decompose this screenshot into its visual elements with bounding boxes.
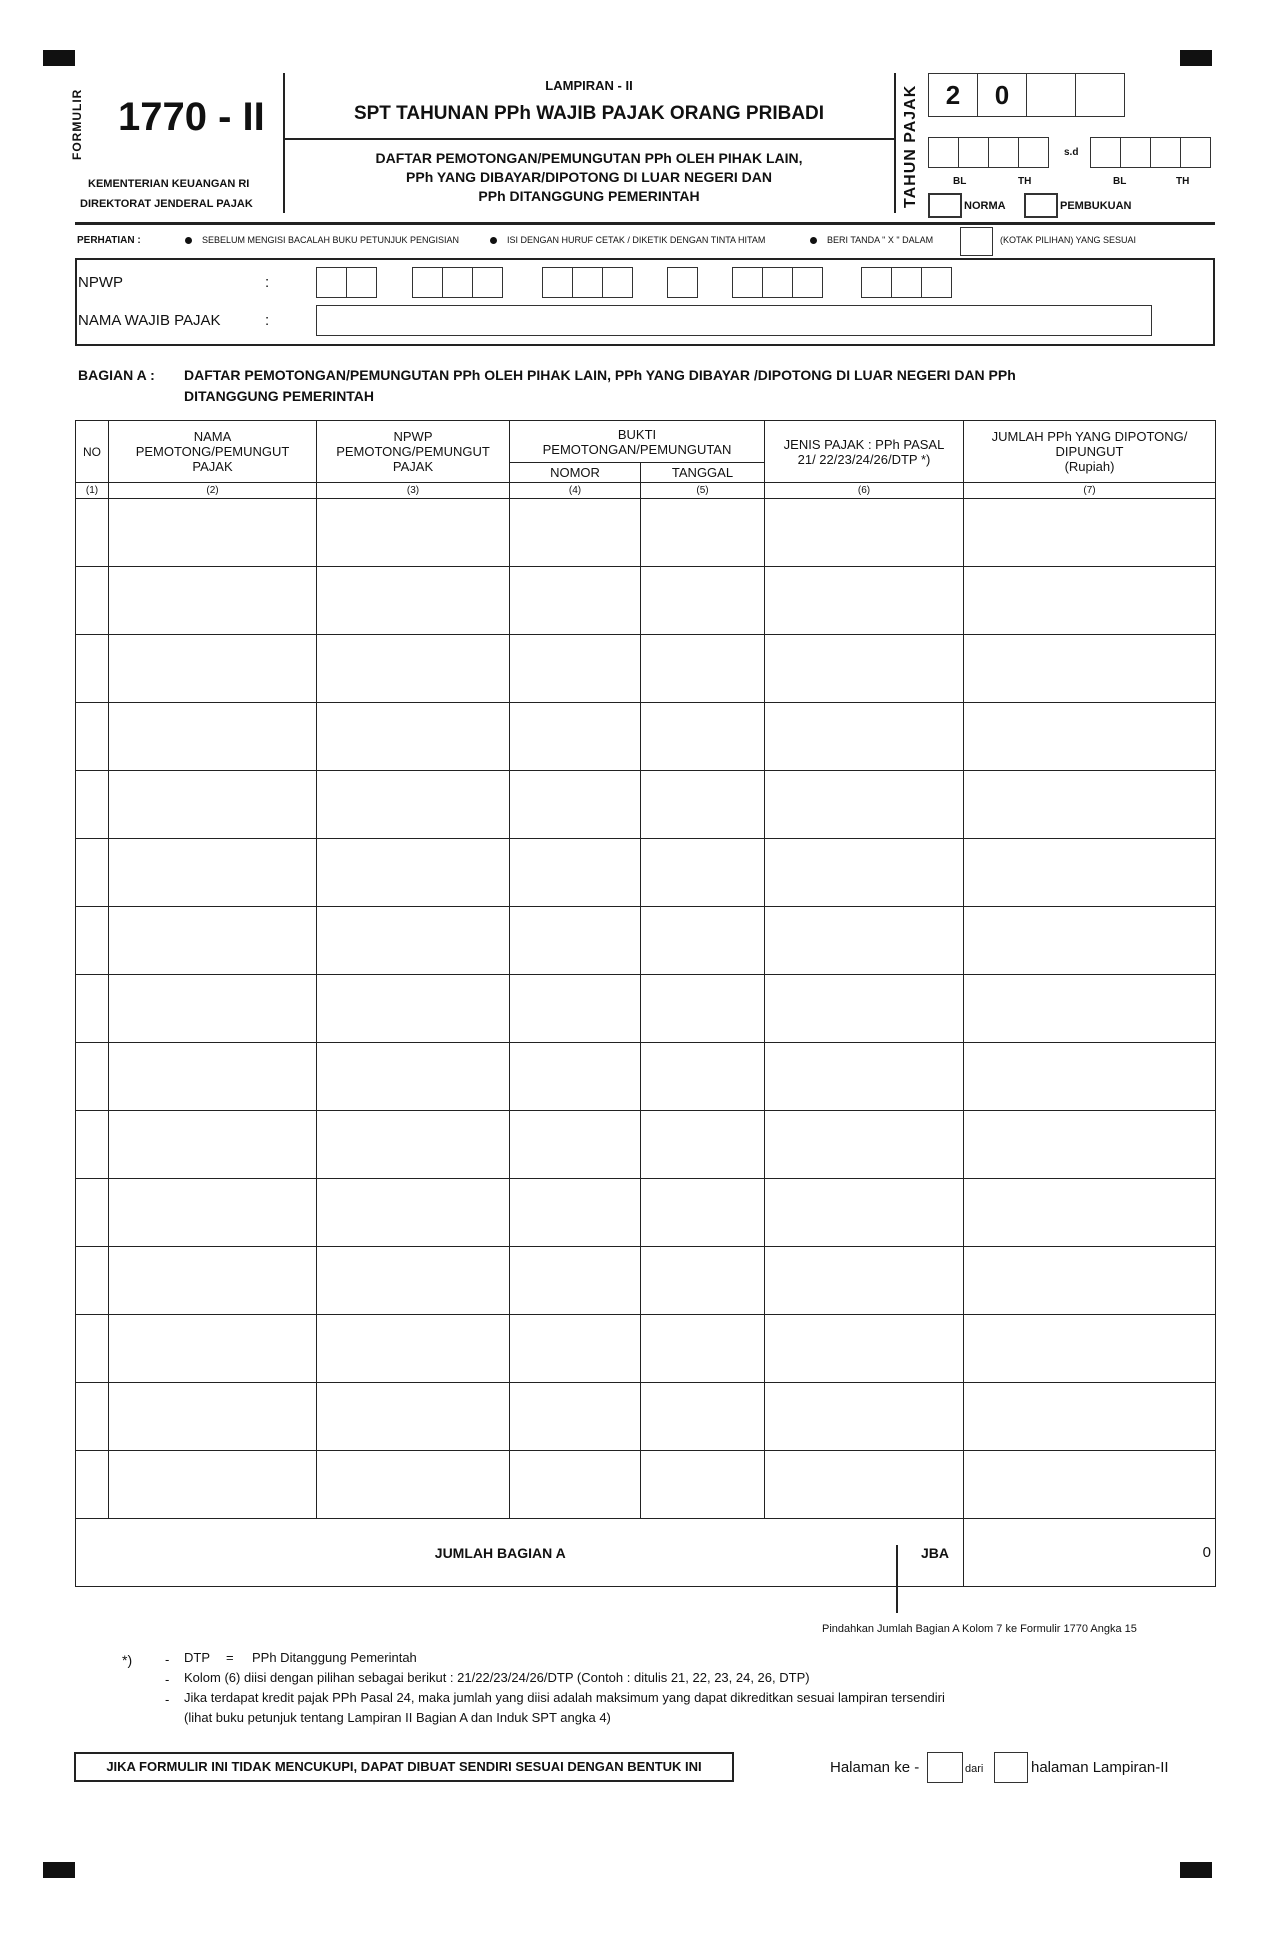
- perhatian-item-1-text: SEBELUM MENGISI BACALAH BUKU PETUNJUK PENGISIAN: [202, 235, 460, 245]
- table-cell[interactable]: [765, 1111, 964, 1179]
- npwp-colon: :: [265, 274, 270, 291]
- table-cell[interactable]: [964, 567, 1216, 635]
- table-cell[interactable]: [765, 1043, 964, 1111]
- npwp-digit-cell[interactable]: [732, 267, 763, 298]
- table-cell[interactable]: [641, 771, 765, 839]
- footnote-dtp: DTP: [184, 1650, 210, 1665]
- table-cell[interactable]: [317, 1451, 510, 1519]
- table-cell[interactable]: [641, 1383, 765, 1451]
- npwp-input-group-1[interactable]: [316, 267, 376, 298]
- table-cell[interactable]: [76, 499, 109, 567]
- npwp-digit-cell[interactable]: [667, 267, 698, 298]
- table-cell[interactable]: [765, 567, 964, 635]
- npwp-digit-cell[interactable]: [921, 267, 952, 298]
- table-row: [76, 1451, 1216, 1519]
- col-num-2: (2): [109, 483, 317, 499]
- table-cell[interactable]: [317, 907, 510, 975]
- header-jumlah: [964, 421, 1216, 483]
- pembukuan-label: PEMBUKUAN: [1060, 200, 1132, 212]
- table-cell[interactable]: [317, 1315, 510, 1383]
- header-bottom-rule: [75, 222, 1215, 225]
- table-cell[interactable]: [510, 839, 641, 907]
- table-cell[interactable]: [964, 499, 1216, 567]
- col-num-6: (6): [765, 483, 964, 499]
- total-halaman-input[interactable]: [994, 1752, 1028, 1783]
- table-cell[interactable]: [964, 1111, 1216, 1179]
- jumlah-bagian-a-label: [76, 1519, 765, 1587]
- table-cell[interactable]: [510, 771, 641, 839]
- perhatian-item-2-text: ISI DENGAN HURUF CETAK / DIKETIK DENGAN TINTA HITAM: [507, 235, 766, 245]
- table-cell[interactable]: [317, 1179, 510, 1247]
- table-cell[interactable]: [765, 771, 964, 839]
- header-bukti: BUKTI PEMOTONGAN/PEMUNGUTAN: [510, 421, 765, 463]
- table-row: [76, 1043, 1216, 1111]
- tahun-pajak-label: TAHUN PAJAK: [902, 84, 919, 208]
- table-cell[interactable]: [765, 499, 964, 567]
- table-cell[interactable]: [76, 703, 109, 771]
- sd-label: s.d: [1064, 147, 1079, 158]
- table-cell[interactable]: [109, 1315, 317, 1383]
- perhatian-item-1: [185, 235, 459, 245]
- registration-mark-bottom-right: [1180, 1862, 1212, 1878]
- year-digit-4[interactable]: [1075, 73, 1125, 117]
- table-cell[interactable]: [109, 703, 317, 771]
- table-cell[interactable]: [510, 499, 641, 567]
- bagian-a-table: [75, 420, 1216, 1587]
- header-jenis-pajak: JENIS PAJAK : PPh PASAL 21/ 22/23/24/26/DTP *): [765, 421, 964, 483]
- nama-wajib-pajak-label: NAMA WAJIB PAJAK: [78, 312, 221, 329]
- npwp-input-group-3[interactable]: [542, 267, 632, 298]
- bullet-icon: [490, 237, 497, 244]
- npwp-digit-cell[interactable]: [472, 267, 503, 298]
- table-cell[interactable]: [76, 1383, 109, 1451]
- header-tanggal: TANGGAL: [641, 463, 765, 483]
- table-row: [76, 907, 1216, 975]
- table-cell[interactable]: [964, 1043, 1216, 1111]
- self-made-form-notice: [74, 1752, 734, 1782]
- bl-end-label: BL: [1113, 176, 1127, 187]
- year-digit-1[interactable]: [928, 73, 978, 117]
- table-cell[interactable]: [510, 1179, 641, 1247]
- table-cell[interactable]: [510, 1383, 641, 1451]
- table-row: [76, 1179, 1216, 1247]
- ministry-name: KEMENTERIAN KEUANGAN RI: [88, 178, 250, 190]
- table-cell[interactable]: [641, 1247, 765, 1315]
- table-cell[interactable]: [641, 1179, 765, 1247]
- table-cell[interactable]: [964, 703, 1216, 771]
- th-end-label: TH: [1176, 176, 1190, 187]
- perhatian-label: PERHATIAN :: [77, 235, 141, 246]
- bl-start-label: BL: [953, 176, 967, 187]
- table-cell[interactable]: [109, 635, 317, 703]
- table-cell[interactable]: [641, 499, 765, 567]
- table-cell[interactable]: [317, 1383, 510, 1451]
- table-row: [76, 771, 1216, 839]
- year-digit-1-text: 2: [945, 80, 961, 110]
- table-cell[interactable]: [964, 1179, 1216, 1247]
- table-cell[interactable]: [765, 1383, 964, 1451]
- table-cell[interactable]: [510, 1043, 641, 1111]
- table-cell[interactable]: [765, 839, 964, 907]
- table-cell[interactable]: [109, 839, 317, 907]
- table-cell[interactable]: [109, 1043, 317, 1111]
- footnote-eq: =: [226, 1650, 234, 1665]
- table-cell[interactable]: [765, 1247, 964, 1315]
- bagian-a-label: BAGIAN A :: [78, 367, 155, 383]
- jba-divider: [896, 1545, 898, 1613]
- table-cell[interactable]: [317, 839, 510, 907]
- npwp-digit-cell[interactable]: [542, 267, 573, 298]
- table-cell[interactable]: [109, 771, 317, 839]
- table-cell[interactable]: [510, 975, 641, 1043]
- table-row: [76, 1383, 1216, 1451]
- bullet-icon: [185, 237, 192, 244]
- nama-wajib-pajak-input[interactable]: [316, 305, 1152, 336]
- table-cell[interactable]: [641, 839, 765, 907]
- table-cell[interactable]: [317, 635, 510, 703]
- jba-value: 0: [1202, 1544, 1211, 1561]
- table-cell[interactable]: [510, 1451, 641, 1519]
- table-body: [76, 499, 1216, 1519]
- sample-checkbox: [960, 227, 993, 256]
- table-cell[interactable]: [317, 499, 510, 567]
- table-cell[interactable]: [76, 975, 109, 1043]
- table-row: [76, 1315, 1216, 1383]
- bagian-a-title-line-1: DAFTAR PEMOTONGAN/PEMUNGUTAN PPh OLEH PIHAK LAIN, PPh YANG DIBAYAR /DIPOTONG DI LUAR NEGERI DAN PPh: [184, 367, 1016, 383]
- footnote-pph-24: Jika terdapat kredit pajak PPh Pasal 24, maka jumlah yang diisi adalah maksimum yang dapat dikreditkan sesuai lampiran tersendiri: [184, 1690, 945, 1705]
- table-cell[interactable]: [510, 1247, 641, 1315]
- table-cell[interactable]: [765, 907, 964, 975]
- npwp-digit-cell[interactable]: [792, 267, 823, 298]
- footnote-dash-2: -: [165, 1672, 170, 1687]
- table-cell[interactable]: [765, 635, 964, 703]
- period-end-cells[interactable]: [1090, 137, 1210, 168]
- table-cell[interactable]: [964, 839, 1216, 907]
- self-made-form-notice-text: JIKA FORMULIR INI TIDAK MENCUKUPI, DAPAT DIBUAT SENDIRI SESUAI DENGAN BENTUK INI: [106, 1759, 702, 1774]
- npwp-digit-cell[interactable]: [602, 267, 633, 298]
- table-cell[interactable]: [317, 975, 510, 1043]
- registration-mark-top-right: [1180, 50, 1212, 66]
- table-cell[interactable]: [109, 567, 317, 635]
- registration-mark-bottom-left: [43, 1862, 75, 1878]
- header-nama: NAMA PEMOTONG/PEMUNGUT PAJAK: [109, 421, 317, 483]
- period-start-cell[interactable]: [958, 137, 989, 168]
- subtitle-line-2: PPh YANG DIBAYAR/DIPOTONG DI LUAR NEGERI DAN: [406, 169, 772, 185]
- table-cell[interactable]: [76, 839, 109, 907]
- table-cell[interactable]: [109, 907, 317, 975]
- npwp-input-group-4[interactable]: [667, 267, 697, 298]
- table-cell[interactable]: [964, 1247, 1216, 1315]
- npwp-digit-cell[interactable]: [762, 267, 793, 298]
- halaman-ke-label: Halaman ke -: [830, 1759, 920, 1776]
- header-no: NO: [76, 421, 109, 483]
- table-row: [76, 839, 1216, 907]
- jumlah-bagian-a-text: JUMLAH BAGIAN A: [434, 1544, 566, 1561]
- formulir-label: FORMULIR: [70, 88, 84, 160]
- table-cell[interactable]: [76, 1315, 109, 1383]
- pembukuan-checkbox[interactable]: [1024, 193, 1058, 218]
- table-cell[interactable]: [109, 1179, 317, 1247]
- table-cell[interactable]: [641, 703, 765, 771]
- table-row: [76, 975, 1216, 1043]
- table-cell[interactable]: [317, 703, 510, 771]
- table-cell[interactable]: [109, 1111, 317, 1179]
- period-start-cell[interactable]: [928, 137, 959, 168]
- table-cell[interactable]: [510, 907, 641, 975]
- npwp-digit-cell[interactable]: [861, 267, 892, 298]
- table-cell[interactable]: [317, 1247, 510, 1315]
- table-cell[interactable]: [76, 771, 109, 839]
- table-cell[interactable]: [510, 635, 641, 703]
- table-row: [76, 567, 1216, 635]
- table-cell[interactable]: [317, 771, 510, 839]
- year-digit-2[interactable]: [977, 73, 1027, 117]
- th-start-label: TH: [1018, 176, 1032, 187]
- header-npwp: NPWP PEMOTONG/PEMUNGUT PAJAK: [317, 421, 510, 483]
- lampiran-label: LAMPIRAN - II: [545, 78, 633, 93]
- npwp-digit-cell[interactable]: [891, 267, 922, 298]
- table-cell[interactable]: [964, 635, 1216, 703]
- npwp-label: NPWP: [78, 274, 123, 291]
- subtitle-line-1: DAFTAR PEMOTONGAN/PEMUNGUTAN PPh OLEH PIHAK LAIN,: [375, 150, 803, 166]
- table-cell[interactable]: [964, 907, 1216, 975]
- table-cell[interactable]: [964, 1451, 1216, 1519]
- header-nomor: NOMOR: [510, 463, 641, 483]
- norma-label: NORMA: [964, 200, 1006, 212]
- table-row: [76, 499, 1216, 567]
- table-cell[interactable]: [76, 567, 109, 635]
- col-num-1: (1): [76, 483, 109, 499]
- table-cell[interactable]: [510, 567, 641, 635]
- bagian-a-title-line-2: DITANGGUNG PEMERINTAH: [184, 388, 375, 404]
- period-start-cell[interactable]: [988, 137, 1019, 168]
- table-cell[interactable]: [109, 1451, 317, 1519]
- npwp-input-group-5[interactable]: [732, 267, 822, 298]
- table-cell[interactable]: [641, 1111, 765, 1179]
- header-jumlah-line-2: (Rupiah): [1064, 459, 1115, 474]
- table-cell[interactable]: [964, 771, 1216, 839]
- table-cell[interactable]: [641, 975, 765, 1043]
- perhatian-item-3: [810, 235, 933, 245]
- table-row: [76, 1247, 1216, 1315]
- footnote-column-6: Kolom (6) diisi dengan pilihan sebagai berikut : 21/22/23/24/26/DTP (Contoh : ditulis 21, 22, 23, 24, 26, DTP): [184, 1670, 810, 1685]
- npwp-digit-cell[interactable]: [572, 267, 603, 298]
- table-row: [76, 703, 1216, 771]
- table-cell[interactable]: [510, 1111, 641, 1179]
- directorate-name: DIREKTORAT JENDERAL PAJAK: [80, 198, 253, 210]
- table-cell[interactable]: [964, 1315, 1216, 1383]
- norma-checkbox[interactable]: [928, 193, 962, 218]
- subtitle-line-3: PPh DITANGGUNG PEMERINTAH: [478, 188, 700, 204]
- perhatian-item-2: [490, 235, 765, 245]
- table-cell[interactable]: [76, 1111, 109, 1179]
- header-jumlah-line-1: JUMLAH PPh YANG DIPOTONG/ DIPUNGUT: [991, 429, 1188, 459]
- table-cell[interactable]: [317, 1043, 510, 1111]
- col-num-7: (7): [964, 483, 1216, 499]
- jba-cell: [765, 1519, 964, 1587]
- table-cell[interactable]: [76, 1247, 109, 1315]
- registration-mark-top-left: [43, 50, 75, 66]
- table-cell[interactable]: [109, 499, 317, 567]
- table-cell[interactable]: [109, 1383, 317, 1451]
- period-start-cell[interactable]: [1018, 137, 1049, 168]
- bullet-icon: [810, 237, 817, 244]
- table-cell[interactable]: [765, 975, 964, 1043]
- table-cell[interactable]: [76, 1043, 109, 1111]
- year-digit-2-text: 0: [994, 80, 1010, 110]
- nama-colon: :: [265, 312, 270, 329]
- npwp-digit-cell[interactable]: [316, 267, 347, 298]
- table-cell[interactable]: [641, 907, 765, 975]
- npwp-input-group-2[interactable]: [412, 267, 502, 298]
- table-cell[interactable]: [317, 1111, 510, 1179]
- table-cell[interactable]: [765, 703, 964, 771]
- halaman-ke-input[interactable]: [927, 1752, 963, 1783]
- footnote-asterisk: *): [122, 1652, 133, 1668]
- table-cell[interactable]: [76, 635, 109, 703]
- table-cell[interactable]: [964, 975, 1216, 1043]
- col-num-3: (3): [317, 483, 510, 499]
- footnote-reference: (lihat buku petunjuk tentang Lampiran II Bagian A dan Induk SPT angka 4): [184, 1710, 611, 1725]
- perhatian-item-3-text: BERI TANDA " X " DALAM: [827, 235, 934, 245]
- footnote-dash-3: -: [165, 1692, 170, 1707]
- period-end-cell[interactable]: [1120, 137, 1151, 168]
- npwp-input-group-6[interactable]: [861, 267, 951, 298]
- period-end-cell[interactable]: [1150, 137, 1181, 168]
- table-row: [76, 635, 1216, 703]
- table-cell[interactable]: [641, 635, 765, 703]
- footnote-dtp-definition: PPh Ditanggung Pemerintah: [252, 1650, 417, 1665]
- npwp-digit-cell[interactable]: [346, 267, 377, 298]
- dari-label: dari: [965, 1763, 984, 1775]
- page-title: SPT TAHUNAN PPh WAJIB PAJAK ORANG PRIBADI: [353, 103, 825, 124]
- header-title-separator: [283, 138, 895, 140]
- table-cell[interactable]: [964, 1383, 1216, 1451]
- table-cell[interactable]: [76, 1179, 109, 1247]
- form-number: 1770 - II: [118, 95, 265, 139]
- jba-value-cell[interactable]: [964, 1519, 1216, 1587]
- table-row: [76, 1111, 1216, 1179]
- pindahkan-note: Pindahkan Jumlah Bagian A Kolom 7 ke Formulir 1770 Angka 15: [822, 1623, 1137, 1635]
- year-digit-3[interactable]: [1026, 73, 1076, 117]
- col-num-5: (5): [641, 483, 765, 499]
- col-num-4: (4): [510, 483, 641, 499]
- table-cell[interactable]: [76, 1451, 109, 1519]
- halaman-lampiran-label: halaman Lampiran-II: [1031, 1759, 1169, 1776]
- period-end-cell[interactable]: [1180, 137, 1211, 168]
- table-cell[interactable]: [765, 1315, 964, 1383]
- table-cell[interactable]: [641, 567, 765, 635]
- table-cell[interactable]: [109, 975, 317, 1043]
- npwp-digit-cell[interactable]: [412, 267, 443, 298]
- perhatian-item-4: (KOTAK PILIHAN) YANG SESUAI: [1000, 235, 1137, 245]
- table-cell[interactable]: [641, 1315, 765, 1383]
- jba-label: JBA: [920, 1544, 949, 1561]
- period-start-cells[interactable]: [928, 137, 1048, 168]
- table-cell[interactable]: [109, 1247, 317, 1315]
- table-cell[interactable]: [510, 1315, 641, 1383]
- table-cell[interactable]: [765, 1179, 964, 1247]
- table-cell[interactable]: [765, 1451, 964, 1519]
- footnote-dash-1: -: [165, 1652, 170, 1667]
- table-cell[interactable]: [510, 703, 641, 771]
- table-cell[interactable]: [641, 1043, 765, 1111]
- npwp-digit-cell[interactable]: [442, 267, 473, 298]
- table-cell[interactable]: [641, 1451, 765, 1519]
- table-cell[interactable]: [317, 567, 510, 635]
- period-end-cell[interactable]: [1090, 137, 1121, 168]
- table-cell[interactable]: [76, 907, 109, 975]
